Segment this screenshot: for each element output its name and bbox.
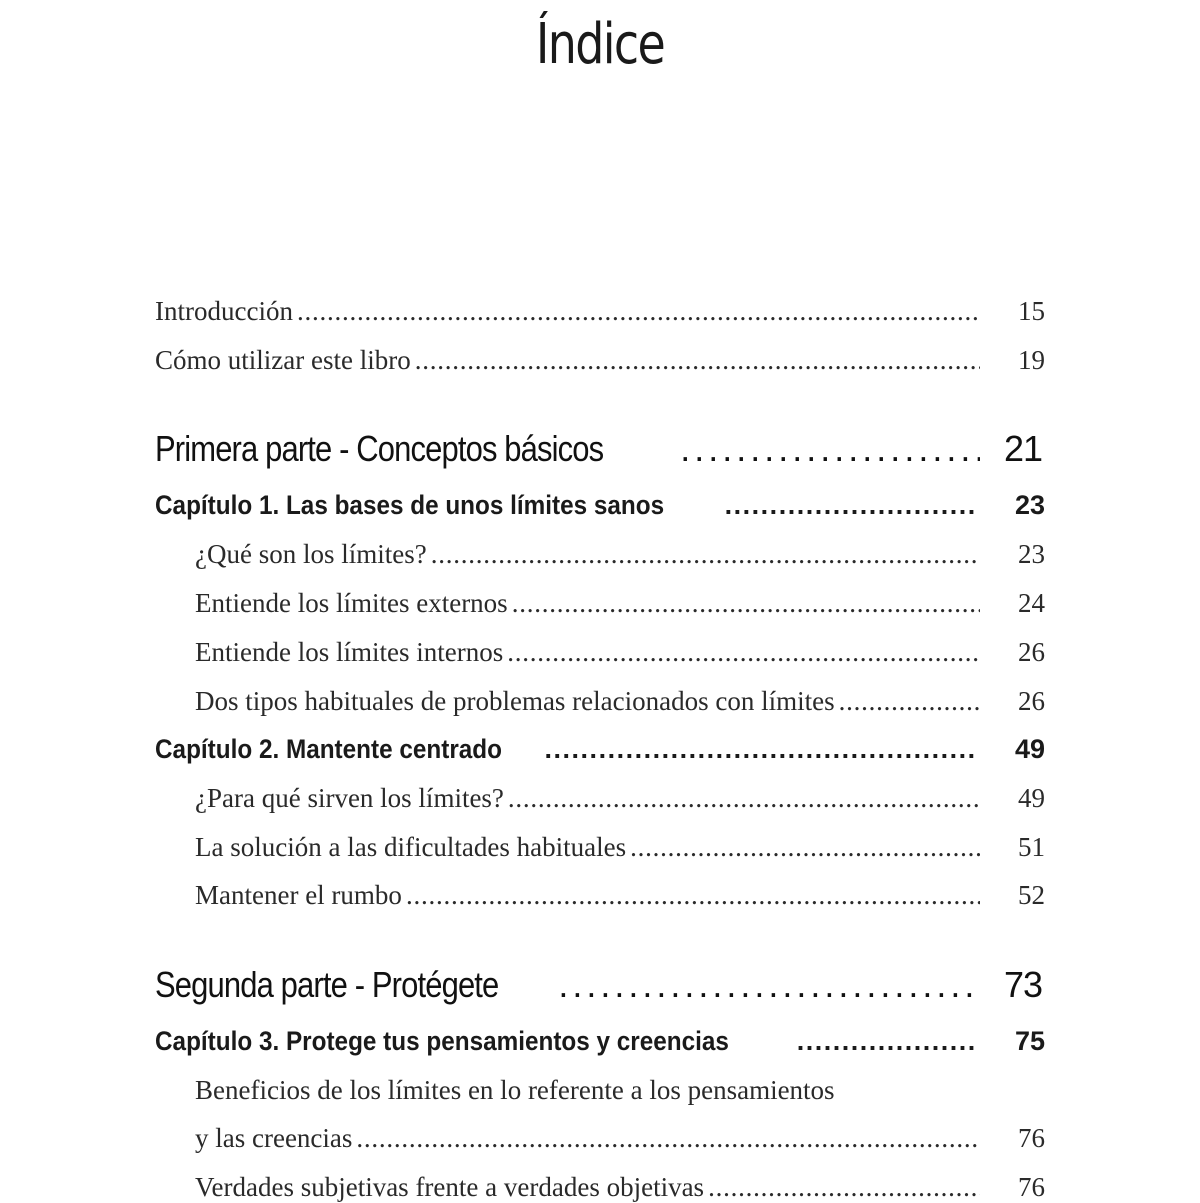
toc-entry[interactable] [195,588,980,619]
toc-entry-label: Verdades subjetivas frente a verdades objetivas [195,1172,705,1202]
toc-part-2[interactable] [155,964,980,1006]
toc-page-number: 24 [1018,588,1045,618]
dot-leader [680,428,980,470]
toc-entry-label-line1: Beneficios de los límites en lo referente a los pensamientos [195,1075,835,1105]
toc-page-number: 52 [1018,880,1045,910]
toc-entry[interactable] [195,1123,980,1154]
dot-leader [725,490,975,521]
toc-entry-label: ¿Para qué sirven los límites? [195,783,504,813]
toc-entry-label-line2: y las creencias [195,1123,353,1153]
toc-page-number: 19 [1018,345,1045,375]
toc-page-number: 21 [1003,428,1042,469]
dot-leader [356,1123,980,1154]
toc-entry-label: Dos tipos habituales de problemas relacionados con límites [195,686,835,716]
toc-chapter-3[interactable] [155,1026,975,1057]
dot-leader [545,734,975,765]
toc-page-number: 76 [1018,1172,1045,1202]
dot-leader [406,880,980,911]
toc-entry-how-to-use[interactable] [155,345,980,376]
toc-entry[interactable] [195,686,980,717]
toc-entry-label: Introducción [155,296,293,326]
toc-page-number: 75 [1014,1026,1045,1056]
toc-entry-label: Cómo utilizar este libro [155,345,411,375]
dot-leader [431,539,980,570]
toc-page-number: 76 [1018,1123,1045,1153]
toc-entry-label: Entiende los límites internos [195,637,504,667]
toc-page-number: 26 [1018,637,1045,667]
toc-chapter-2[interactable] [155,734,975,765]
page-title: Índice [535,12,665,77]
dot-leader [630,832,980,863]
toc-chapter-label: Capítulo 2. Mantente centrado [155,734,502,764]
toc-page-number: 49 [1014,734,1045,764]
toc-page-number: 23 [1014,490,1045,520]
toc-entry[interactable] [195,637,980,668]
dot-leader [797,1026,975,1057]
toc-chapter-1[interactable] [155,490,975,521]
toc-entry-label: La solución a las dificultades habituales [195,832,627,862]
toc-page-number: 49 [1018,783,1045,813]
toc-chapter-label: Capítulo 1. Las bases de unos límites sanos [155,490,665,520]
dot-leader [839,686,980,717]
dot-leader [508,783,980,814]
toc-page-number: 23 [1018,539,1045,569]
toc-entry[interactable] [195,1172,980,1203]
toc-page-number: 15 [1018,296,1045,326]
dot-leader [558,964,980,1006]
toc-entry[interactable] [195,880,980,911]
toc-entry[interactable] [195,783,980,814]
toc-chapter-label: Capítulo 3. Protege tus pensamientos y creencias [155,1026,729,1056]
toc-part-label: Segunda parte - Protégete [155,964,499,1005]
dot-leader [297,296,980,327]
dot-leader [507,637,980,668]
toc-entry-label: ¿Qué son los límites? [195,539,427,569]
toc-part-label: Primera parte - Conceptos básicos [155,428,604,469]
toc-part-1[interactable] [155,428,980,470]
dot-leader [708,1172,980,1203]
toc-entry-introduction[interactable] [155,296,980,327]
toc-entry-label: Entiende los límites externos [195,588,508,618]
toc-page-number: 26 [1018,686,1045,716]
toc-entry[interactable] [195,832,980,863]
toc-entry-label: Mantener el rumbo [195,880,402,910]
toc-entry[interactable] [195,539,980,570]
toc-page-number: 73 [1003,964,1042,1005]
dot-leader [512,588,980,619]
toc-page-number: 51 [1018,832,1045,862]
dot-leader [415,345,980,376]
